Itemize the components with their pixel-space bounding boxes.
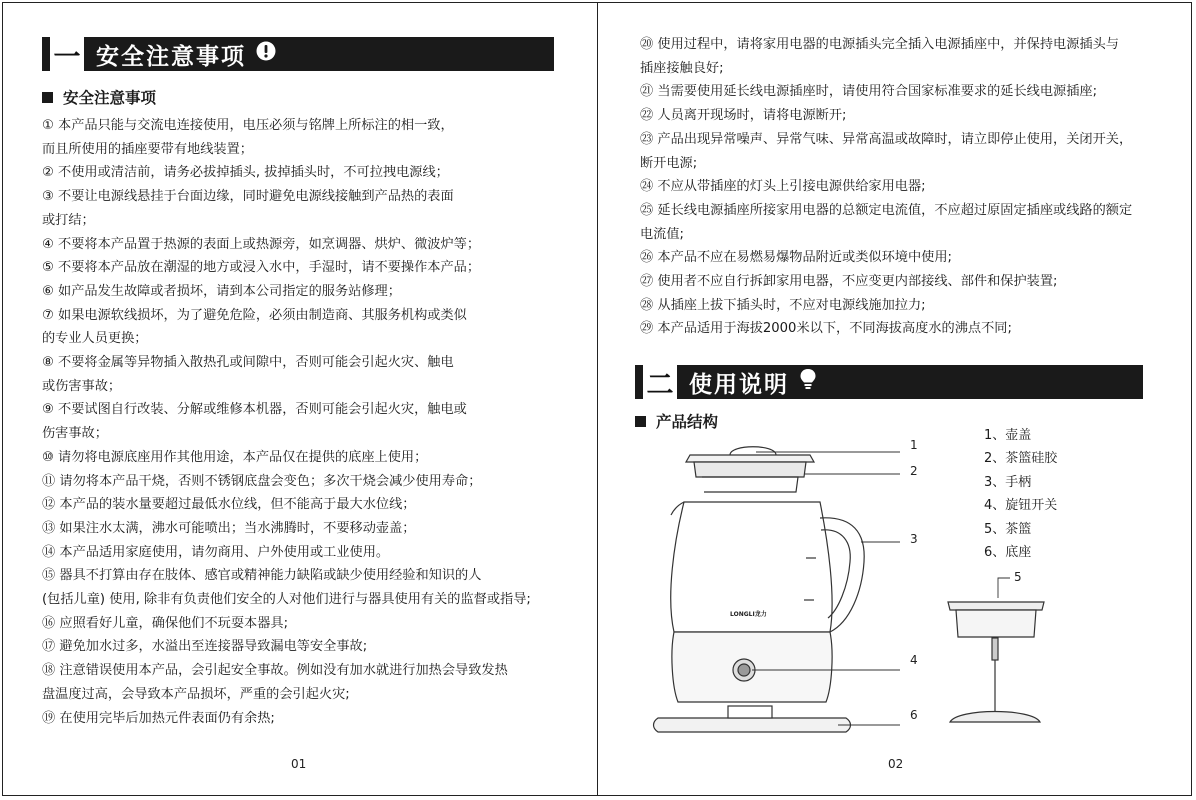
lightbulb-icon — [799, 368, 817, 396]
kettle-diagram — [638, 432, 1048, 752]
safety-line: ㉑ 当需要使用延长线电源插座时，请使用符合国家标准要求的延长线电源插座; — [640, 84, 1098, 100]
safety-line: ㉗ 使用者不应自行拆卸家用电器，不应变更内部接线、部件和保护装置; — [640, 274, 1058, 290]
bullet-square — [42, 92, 53, 103]
safety-line: ㉕ 延长线电源插座所接家用电器的总额定电流值，不应超过原固定插座或线路的额定 — [640, 202, 1133, 218]
section-header-usage — [635, 365, 1143, 399]
section-number: 二 — [643, 365, 677, 399]
safety-line: ⑭ 本产品适用家庭使用，请勿商用、户外使用或工业使用。 — [42, 544, 390, 560]
safety-list — [42, 114, 531, 730]
page-number: 02 — [888, 757, 904, 771]
subheading-safety — [42, 86, 156, 108]
safety-line: ⑳ 使用过程中，请将家用电器的电源插头完全插入电源插座中，并保持电源插头与 — [640, 37, 1119, 52]
callout-5: 5 — [1014, 570, 1022, 584]
safety-line: ㉓ 产品出现异常噪声、异常气味、异常高温或故障时，请立即停止使用，关闭开关， — [640, 131, 1133, 147]
section-title-bar — [84, 37, 554, 71]
safety-line: 或打结； — [42, 212, 95, 228]
safety-line: ⑫ 本产品的装水量要超过最低水位线，但不能高于最大水位线； — [42, 497, 416, 513]
safety-line: ⑪ 请勿将本产品干烧，否则不锈钢底盘会变色；多次干烧会减少使用寿命； — [42, 473, 482, 489]
safety-line: ⑯ 应照看好儿童，确保他们不玩耍本器具; — [42, 615, 289, 631]
bullet-square — [635, 416, 646, 427]
safety-line: 的专业人员更换； — [42, 331, 148, 347]
section-title: 使用说明 — [689, 371, 789, 398]
safety-line: ⑲ 在使用完毕后加热元件表面仍有余热; — [42, 710, 275, 726]
warning-icon — [256, 41, 276, 67]
safety-line: ㉔ 不应从带插座的灯头上引接电源供给家用电器; — [640, 179, 926, 195]
section-title-bar — [677, 365, 1143, 399]
callout-6: 6 — [910, 708, 918, 722]
safety-line: ⑧ 不要将金属等异物插入散热孔或间隙中，否则可能会引起火灾、触电 — [42, 355, 454, 371]
safety-line: ⑩ 请勿将电源底座用作其他用途，本产品仅在提供的底座上使用； — [42, 449, 428, 465]
callout-3: 3 — [910, 532, 918, 546]
part-item: 4、旋钮开关 — [984, 498, 1058, 514]
section-title: 安全注意事项 — [96, 43, 246, 70]
tea-basket-drawing — [948, 602, 1044, 722]
kettle-drawing — [654, 447, 865, 732]
safety-line: ⑥ 如产品发生故障或者损坏，请到本公司指定的服务站修理； — [42, 283, 401, 299]
safety-line: ⑨ 不要试图自行改装、分解或维修本机器，否则可能会引起火灾，触电或 — [42, 402, 467, 418]
callout-4: 4 — [910, 653, 918, 667]
part-item: 5、茶篮 — [984, 521, 1032, 537]
subheading-text: 安全注意事项 — [63, 89, 157, 107]
part-item: 6、底座 — [984, 545, 1032, 561]
safety-line: ⑱ 注意错误使用本产品，会引起安全事故。例如没有加水就进行加热会导致发热 — [42, 663, 508, 679]
safety-line: ㉙ 本产品适用于海拔2000米以下，不同海拔高度水的沸点不同; — [640, 321, 1012, 337]
safety-line: ㉖ 本产品不应在易燃易爆物品附近或类似环境中使用; — [640, 250, 952, 266]
safety-line: ② 不使用或清洁前，请务必拔掉插头, 拔掉插头时，不可拉拽电源线； — [42, 165, 449, 181]
safety-line: ① 本产品只能与交流电连接使用，电压必须与铭牌上所标注的相一致， — [42, 118, 454, 133]
subheading-structure — [635, 410, 718, 432]
safety-line: (包括儿童) 使用, 除非有负责他们安全的人对他们进行与器具使用有关的监督或指导; — [42, 592, 531, 608]
safety-line: 而且所使用的插座要带有地线装置； — [42, 141, 253, 157]
page-number: 01 — [291, 757, 307, 771]
safety-line: 断开电源; — [640, 155, 698, 171]
safety-line: ㉘ 从插座上拔下插头时，不应对电源线施加拉力; — [640, 297, 926, 313]
safety-line: ⑬ 如果注水太满，沸水可能喷出；当水沸腾时，不要移动壶盖； — [42, 520, 416, 536]
section-mark — [42, 37, 50, 71]
safety-line: ㉒ 人员离开现场时，请将电源断开; — [640, 108, 847, 124]
safety-line: 插座接触良好; — [640, 60, 724, 76]
safety-line: ⑤ 不要将本产品放在潮湿的地方或浸入水中，手湿时，请不要操作本产品； — [42, 260, 481, 276]
safety-line: 盘温度过高，会导致本产品损坏，严重的会引起火灾; — [42, 686, 350, 702]
page-01 — [0, 0, 597, 800]
callout-2: 2 — [910, 464, 918, 478]
safety-line: 伤害事故； — [42, 426, 108, 442]
subheading-text: 产品结构 — [656, 413, 719, 431]
callout-1: 1 — [910, 438, 918, 452]
safety-line: 或伤害事故； — [42, 378, 122, 394]
safety-line: ⑮ 器具不打算由存在肢体、感官或精神能力缺陷或缺少使用经验和知识的人 — [42, 568, 482, 584]
page-02 — [598, 0, 1196, 800]
safety-line: ③ 不要让电源线悬挂于台面边缘，同时避免电源线接触到产品热的表面 — [42, 189, 454, 205]
callout-line-5 — [998, 578, 1010, 598]
safety-line: ⑦ 如果电源软线损坏，为了避免危险，必须由制造商、其服务机构或类似 — [42, 307, 467, 323]
section-header-safety — [42, 37, 554, 71]
safety-line: ④ 不要将本产品置于热源的表面上或热源旁，如烹调器、烘炉、微波炉等； — [42, 236, 481, 252]
part-item: 1、壶盖 — [984, 428, 1032, 443]
safety-line: 电流值; — [640, 226, 685, 242]
part-item: 2、茶篮硅胶 — [984, 451, 1058, 467]
brand-logo: LONGLI龙力 — [730, 611, 767, 618]
part-item: 3、手柄 — [984, 474, 1032, 490]
safety-line: ⑰ 避免加水过多，水溢出至连接器导致漏电等安全事故; — [42, 639, 368, 655]
safety-list-continued — [640, 33, 1132, 341]
section-mark — [635, 365, 643, 399]
section-number: 一 — [50, 37, 84, 71]
